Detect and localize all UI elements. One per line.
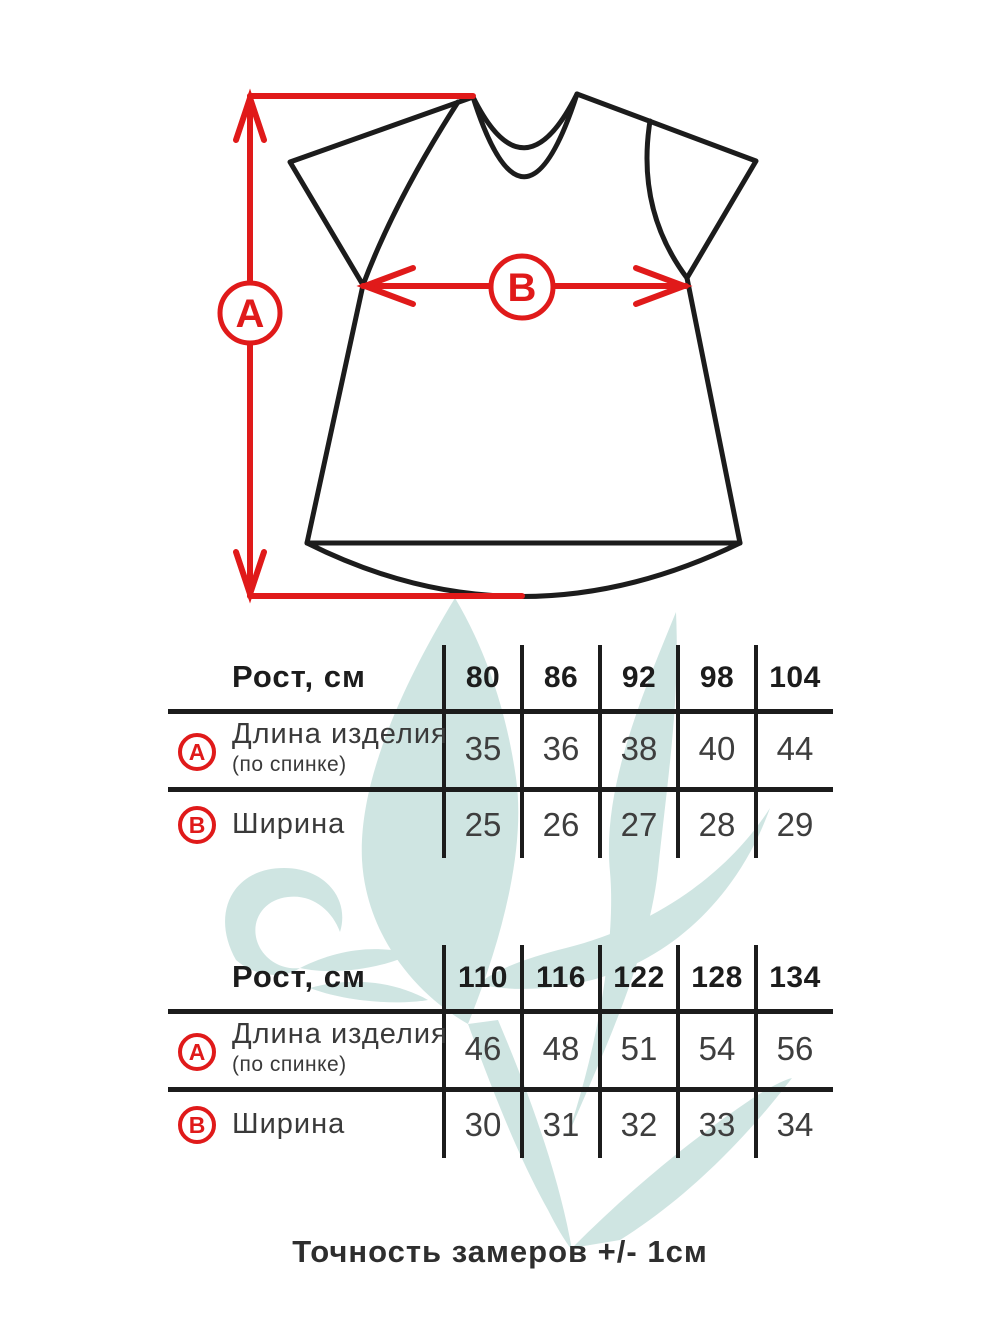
size-column-header: 80 [465, 661, 501, 694]
cell-value: 29 [776, 806, 814, 843]
cell-value: 46 [464, 1030, 502, 1067]
row-marker-b: B [178, 806, 216, 844]
cell-value: 36 [542, 730, 580, 767]
marker-a-label: A [235, 292, 265, 336]
measure-a [236, 96, 522, 596]
cell-value: 35 [464, 730, 502, 767]
size-column-header: 110 [458, 961, 508, 994]
garment-right-shoulder-sleeve [577, 94, 756, 278]
cell-value: 26 [542, 806, 580, 843]
row-label-width: Ширина [232, 808, 346, 840]
cell-value: 51 [620, 1030, 658, 1067]
size-column-header: 104 [769, 661, 821, 694]
row-sublabel-back: (по спинке) [232, 753, 347, 776]
row-marker-b: B [178, 1106, 216, 1144]
cell-value: 28 [698, 806, 736, 843]
garment-hem-back-curve [307, 543, 740, 597]
garment-armhole-right [647, 121, 687, 278]
cell-value: 30 [464, 1106, 502, 1143]
size-column-header: 128 [691, 961, 743, 994]
cell-value: 34 [776, 1106, 814, 1143]
size-column-header: 92 [621, 661, 657, 694]
size-column-header: 116 [536, 961, 586, 994]
accuracy-note: Точность замеров +/- 1см [292, 1234, 708, 1269]
leaf-watermark [225, 598, 792, 1250]
marker-b-label: B [507, 266, 537, 310]
garment-outline [290, 94, 756, 597]
row-label-length: Длина изделия [232, 1018, 448, 1050]
cell-value: 25 [464, 806, 502, 843]
cell-value: 44 [776, 730, 814, 767]
garment-neckline-outer [473, 94, 577, 177]
table-hrule [168, 709, 833, 714]
cell-value: 48 [542, 1030, 580, 1067]
cell-value: 40 [698, 730, 736, 767]
cell-value: 33 [698, 1106, 736, 1143]
table-hrule [168, 1009, 833, 1014]
cell-value: 27 [620, 806, 658, 843]
cell-value: 32 [620, 1106, 658, 1143]
size-column-header: 98 [699, 661, 735, 694]
cell-value: 54 [698, 1030, 736, 1067]
cell-value: 56 [776, 1030, 814, 1067]
row-label-length: Длина изделия [232, 718, 448, 750]
height-header-label: Рост, см [232, 959, 366, 994]
garment-side-seam-left [307, 285, 363, 543]
row-marker-a: A [178, 1033, 216, 1071]
cell-value: 38 [620, 730, 658, 767]
row-marker-a: A [178, 733, 216, 771]
size-column-header: 134 [769, 961, 821, 994]
size-column-header: 122 [613, 961, 665, 994]
row-sublabel-back: (по спинке) [232, 1053, 347, 1076]
watermark-bottom-leaf [572, 1078, 792, 1248]
row-label-width: Ширина [232, 1108, 346, 1140]
cell-value: 31 [542, 1106, 580, 1143]
garment-side-seam-right [687, 278, 740, 543]
table-hrule [168, 1087, 833, 1092]
table-hrule [168, 787, 833, 792]
height-header-label: Рост, см [232, 659, 366, 694]
size-column-header: 86 [543, 661, 579, 694]
